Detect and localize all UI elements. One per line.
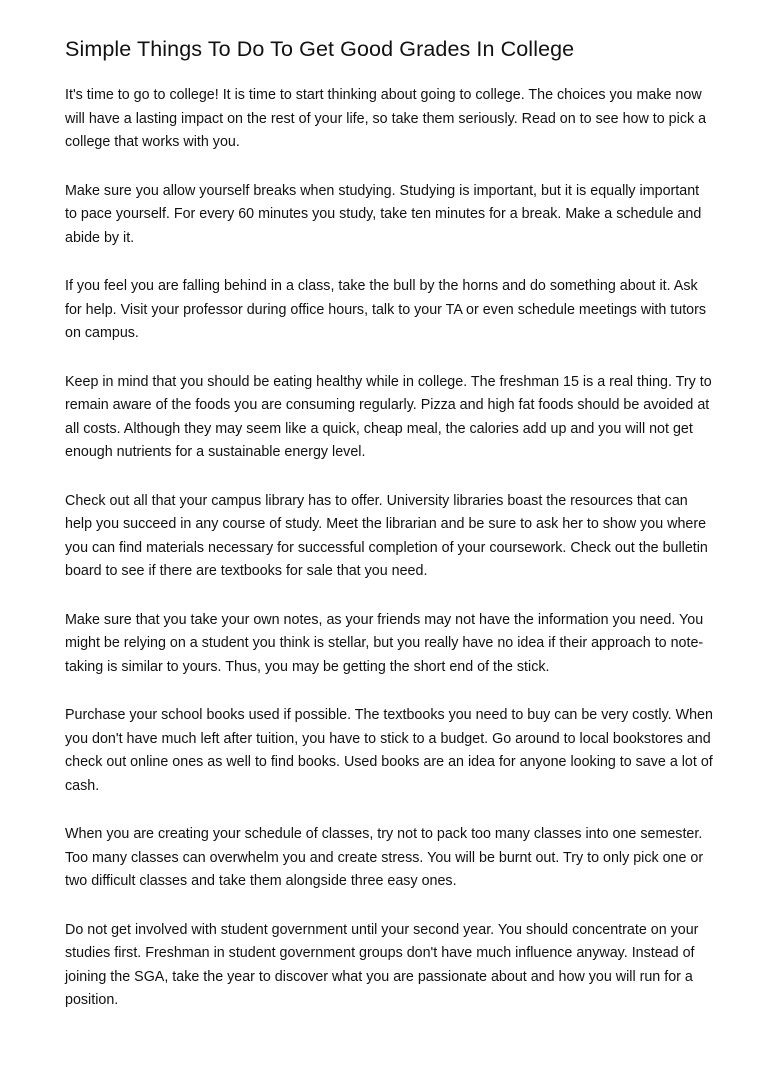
paragraph-eating-healthy: Keep in mind that you should be eating healthy while in college. The freshman 15 is a real thing. Try to remain aware of the foods you are consuming regularly. Pizza and high fat foods should be avoided at all costs. Although they may seem like a quick, cheap meal, the calories add up and you will not get enough nutrients for a sustainable energy level. [65,373,712,460]
paragraph-own-notes: Make sure that you take your own notes, as your friends may not have the information you need. You might be relying on a student you think is stellar, but you really have no idea if their approach to note-taking is similar to yours. Thus, you may be getting the short end of the stick. [65,611,704,675]
paragraph-study-breaks: Make sure you allow yourself breaks when studying. Studying is important, but it is equally important to pace yourself. For every 60 minutes you study, take ten minutes for a break. Make a schedule and abide by it. [65,182,702,246]
paragraph-used-books: Purchase your school books used if possible. The textbooks you need to buy can be very costly. When you don't have much left after tuition, you have to stick to a budget. Go around to local bookstores and check out online ones as well to find books. Used books are an idea for anyone looking to save a lot of cash. [65,707,713,794]
paragraph-falling-behind: If you feel you are falling behind in a class, take the bull by the horns and do something about it. Ask for help. Visit your professor during office hours, talk to your TA or even schedule meetings with tutors on campus. [65,278,707,341]
document-page [65,34,715,1038]
paragraph-campus-library: Check out all that your campus library has to offer. University libraries boast the resources that can help you succeed in any course of study. Meet the librarian and be sure to ask her to show you where you can find materials necessary for successful completion of your coursework. Check out the bulletin board to see if there are textbooks for sale that you need. [65,492,708,579]
paragraph-class-schedule: When you are creating your schedule of classes, try not to pack too many classes into one semester. Too many classes can overwhelm you and create stress. You will be burnt out. Try to only pick one or two difficult classes and take them alongside three easy ones. [65,826,704,889]
paragraph-student-government: Do not get involved with student government until your second year. You should concentrate on your studies first. Freshman in student government groups don't have much influence anyway. Instead of joining the SGA, take the year to discover what you are passionate about and how you will run for a position. [65,921,699,1008]
paragraph-college-choices: It's time to go to college! It is time to start thinking about going to college. The choices you make now will have a lasting impact on the rest of your life, so take them seriously. Read on to see how to pick a college that works with you. [65,87,707,150]
document-title: Simple Things To Do To Get Good Grades In College [65,37,575,61]
